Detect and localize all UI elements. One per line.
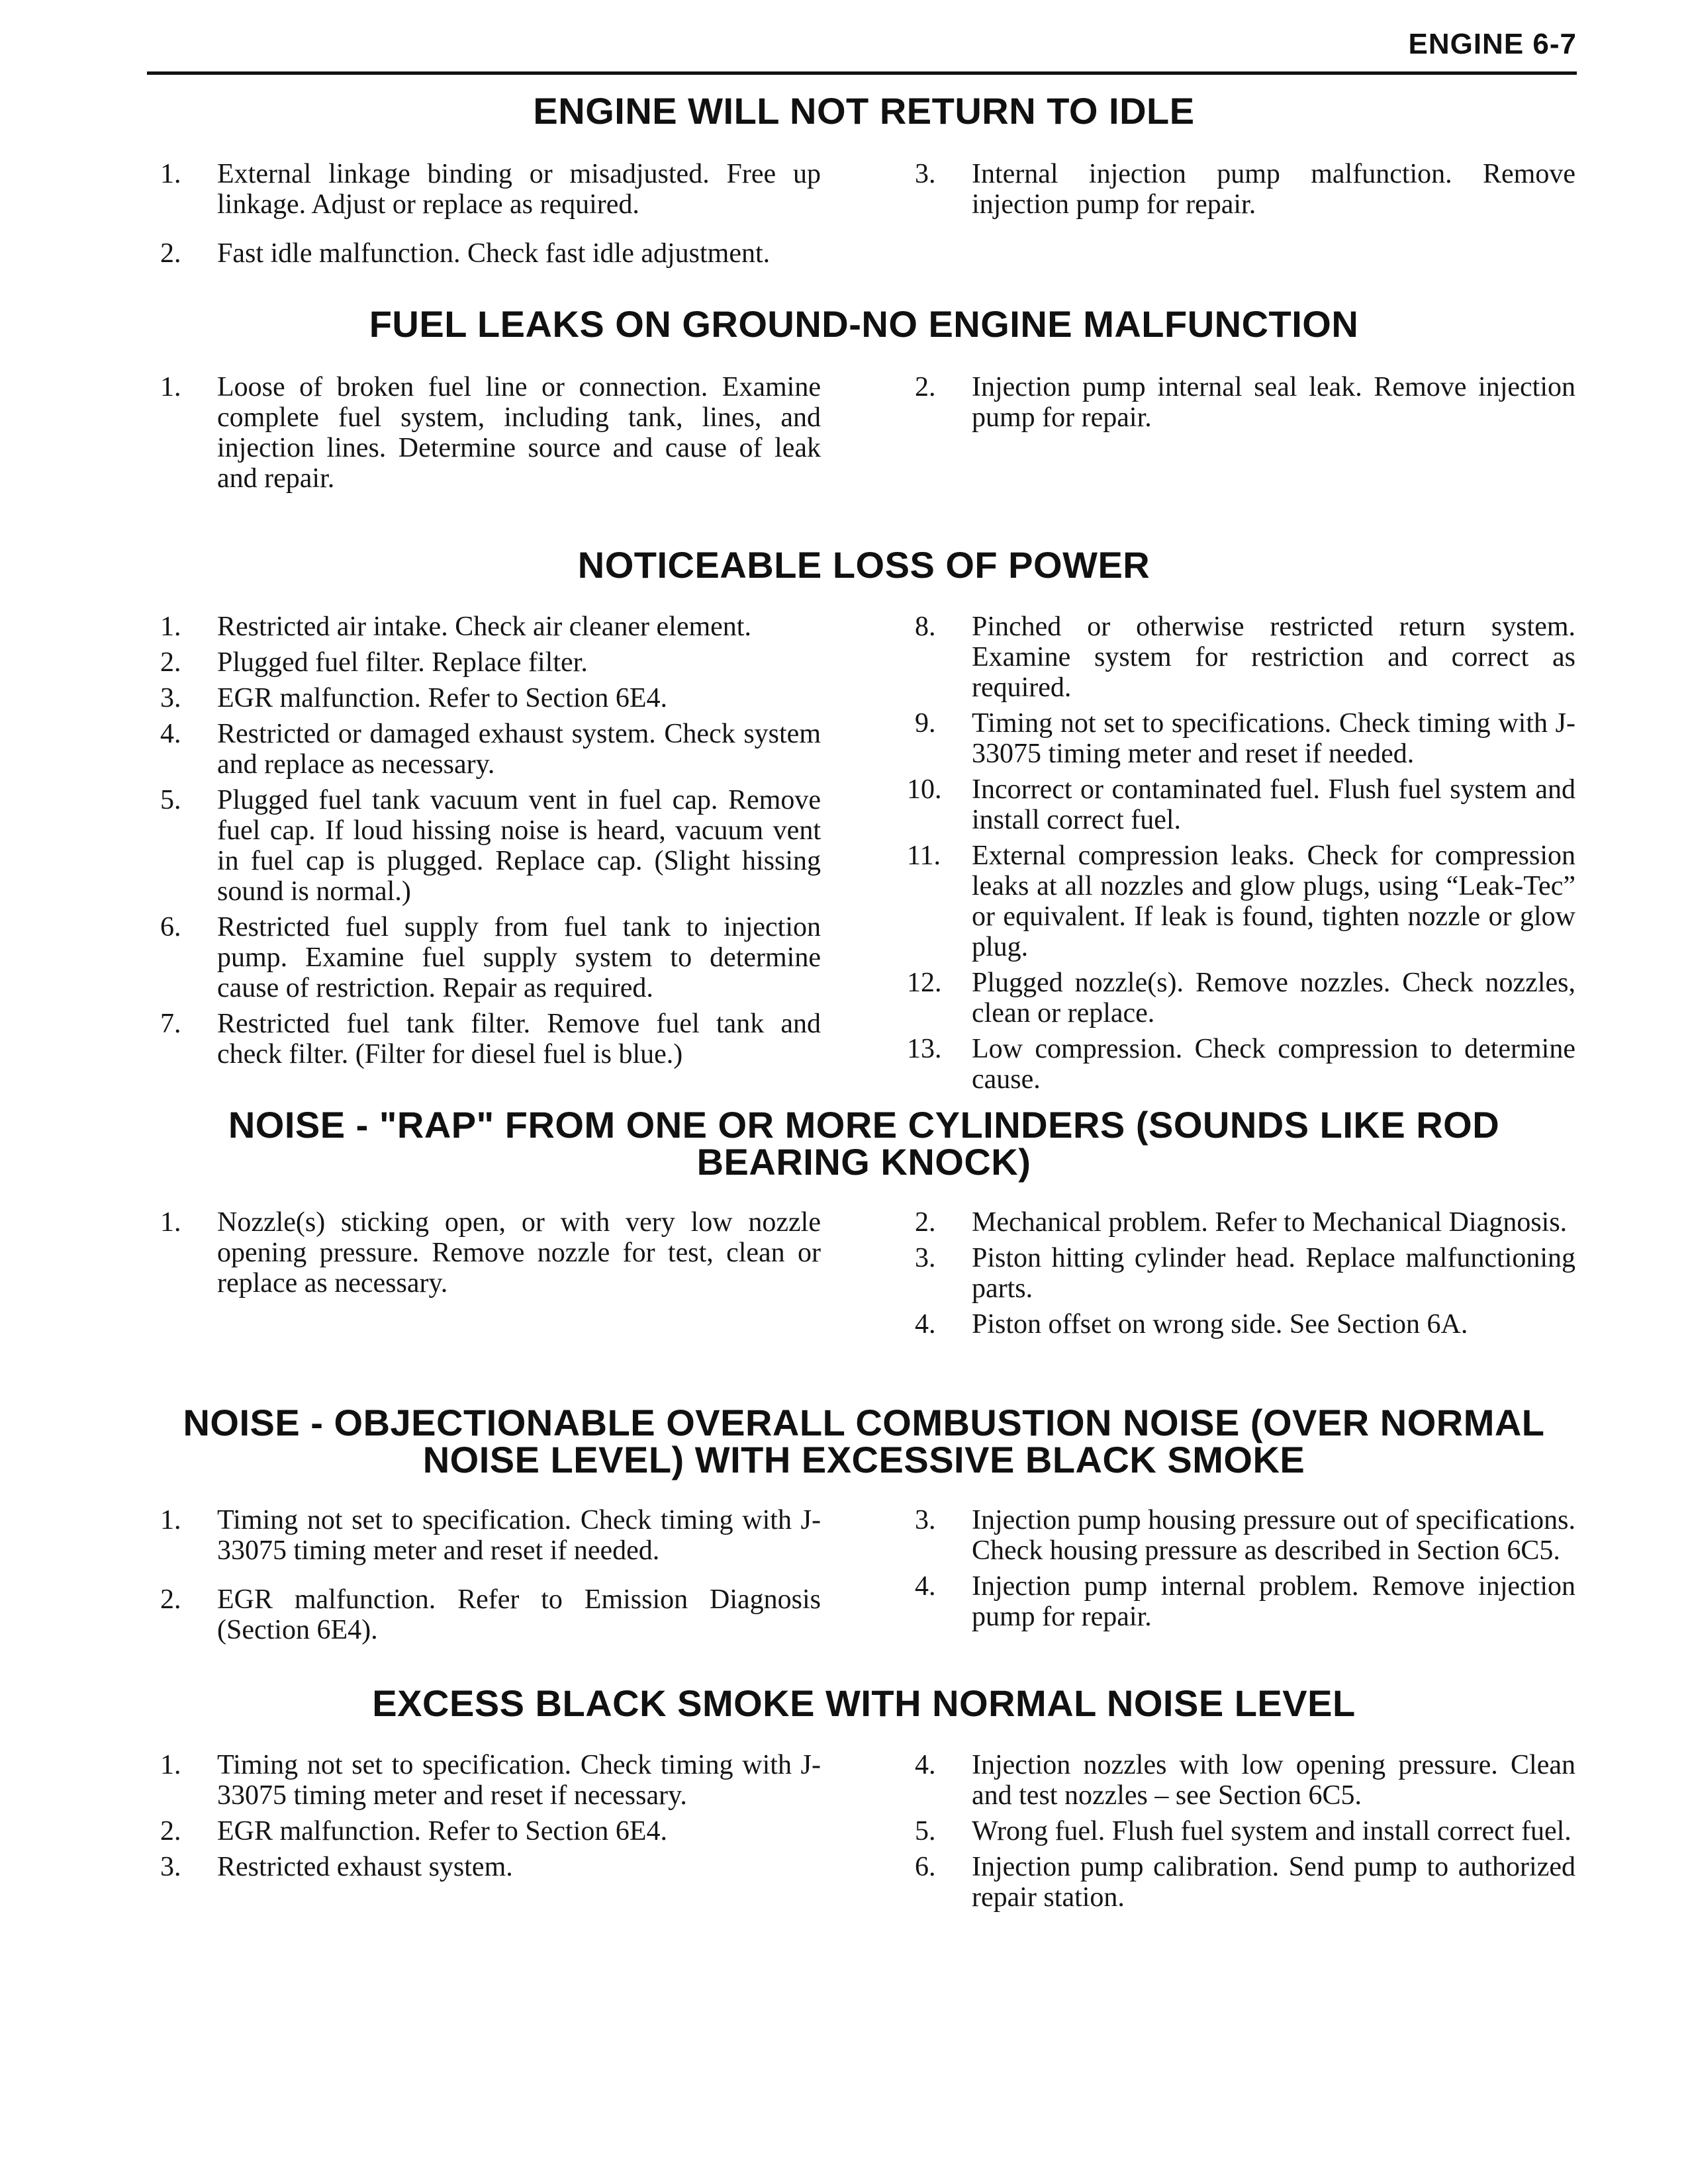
list-item: 5. Wrong fuel. Flush fuel system and install correct fuel. [915, 1816, 1571, 1846]
section-loss-of-power [152, 544, 1575, 1100]
list-item: 3. Internal injection pump malfunction. Remove injection pump for repair. [915, 159, 1575, 220]
left-column [152, 1207, 821, 1345]
section-fuel-leaks [152, 303, 1575, 512]
section-combustion-noise [152, 1404, 1575, 1664]
list-item: 10. Incorrect or contaminated fuel. Flush fuel system and install correct fuel. [907, 774, 1575, 835]
right-column [907, 372, 1575, 512]
list-item: 6. Restricted fuel supply from fuel tank to injection pump. Examine fuel supply system to determine cause of restriction. Repair as required. [160, 912, 821, 1003]
list-item: 3. Injection pump housing pressure out of specifications. Check housing pressure as described in Section 6C5. [915, 1505, 1575, 1566]
list-item: 1. Timing not set to specification. Check timing with J-33075 timing meter and reset if needed. [160, 1505, 821, 1566]
list-item: 4. Injection nozzles with low opening pressure. Clean and test nozzles – see Section 6C5. [915, 1750, 1575, 1811]
right-column [907, 612, 1575, 1100]
list-item: 6. Injection pump calibration. Send pump to authorized repair station. [915, 1852, 1575, 1913]
list-item: 8. Pinched or otherwise restricted return system. Examine system for restriction and correct as required. [915, 612, 1575, 703]
list-item: 4. Restricted or damaged exhaust system. Check system and replace as necessary. [160, 719, 821, 780]
list-item: 1. Loose of broken fuel line or connection. Examine complete fuel system, including tank, lines, and injection lines. Determine source and cause of leak and repair. [160, 372, 821, 494]
section-title: EXCESS BLACK SMOKE WITH NORMAL NOISE LEVEL [372, 1682, 1356, 1724]
list-item: 13. Low compression. Check compression to determine cause. [907, 1034, 1575, 1095]
list-item: 12. Plugged nozzle(s). Remove nozzles. Check nozzles, clean or replace. [907, 968, 1575, 1028]
list-item: 2. Fast idle malfunction. Check fast idle adjustment. [160, 238, 771, 269]
list-item: 1. Nozzle(s) sticking open, or with very low nozzle opening pressure. Remove nozzle for test, clean or replace as necessary. [160, 1207, 821, 1298]
list-item: 2. EGR malfunction. Refer to Section 6E4. [160, 1816, 668, 1846]
right-column [907, 1505, 1575, 1664]
list-item: 7. Restricted fuel tank filter. Remove fuel tank and check filter. (Filter for diesel fuel is blue.) [160, 1009, 821, 1069]
right-column [907, 159, 1575, 287]
list-item: 5. Plugged fuel tank vacuum vent in fuel cap. Remove fuel cap. If loud hissing noise is heard, vacuum vent in fuel cap is plugged. Replace cap. (Slight hissing sound is normal.) [160, 785, 821, 907]
left-column [152, 372, 821, 512]
list-item: 1. Restricted air intake. Check air cleaner element. [160, 612, 751, 642]
list-item: 11. External compression leaks. Check for compression leaks at all nozzles and glow plugs, using “Leak-Tec” or equivalent. If leak is found, tighten nozzle or glow plug. [907, 841, 1575, 962]
left-column [152, 1750, 821, 1918]
list-item: 2. EGR malfunction. Refer to Emission Diagnosis (Section 6E4). [160, 1584, 821, 1645]
list-item: 3. Piston hitting cylinder head. Replace malfunctioning parts. [915, 1243, 1575, 1304]
section-title: NOTICEABLE LOSS OF POWER [577, 544, 1150, 586]
left-column [152, 612, 821, 1100]
list-item: 2. Mechanical problem. Refer to Mechanical Diagnosis. [915, 1207, 1568, 1238]
list-item: 4. Injection pump internal problem. Remove injection pump for repair. [915, 1571, 1575, 1632]
section-rap-noise [152, 1104, 1575, 1345]
list-item: 3. Restricted exhaust system. [160, 1852, 513, 1882]
section-not-return-to-idle [152, 90, 1575, 287]
page-header [147, 26, 1577, 75]
list-item: 2. Injection pump internal seal leak. Remove injection pump for repair. [915, 372, 1575, 433]
list-item: 2. Plugged fuel filter. Replace filter. [160, 647, 588, 678]
list-item: 4. Piston offset on wrong side. See Section 6A. [915, 1309, 1468, 1340]
left-column [152, 159, 821, 287]
page-header-title: ENGINE 6-7 [1408, 28, 1577, 60]
section-title: NOISE - "RAP" FROM ONE OR MORE CYLINDERS (SOUNDS LIKE ROD BEARING KNOCK) [228, 1104, 1500, 1183]
list-item: 1. External linkage binding or misadjusted. Free up linkage. Adjust or replace as required. [160, 159, 821, 220]
list-item: 3. EGR malfunction. Refer to Section 6E4. [160, 683, 668, 713]
left-column [152, 1505, 821, 1664]
section-black-smoke [152, 1682, 1575, 1918]
section-title: FUEL LEAKS ON GROUND-NO ENGINE MALFUNCTION [369, 303, 1359, 345]
section-title: ENGINE WILL NOT RETURN TO IDLE [533, 90, 1195, 132]
list-item: 1. Timing not set to specification. Check timing with J-33075 timing meter and reset if necessary. [160, 1750, 821, 1811]
right-column [907, 1207, 1575, 1345]
list-item: 9. Timing not set to specifications. Check timing with J-33075 timing meter and reset if needed. [915, 708, 1575, 769]
right-column [907, 1750, 1575, 1918]
section-title: NOISE - OBJECTIONABLE OVERALL COMBUSTION NOISE (OVER NORMAL NOISE LEVEL) WITH EXCESSIVE BLACK SMOKE [183, 1402, 1545, 1480]
